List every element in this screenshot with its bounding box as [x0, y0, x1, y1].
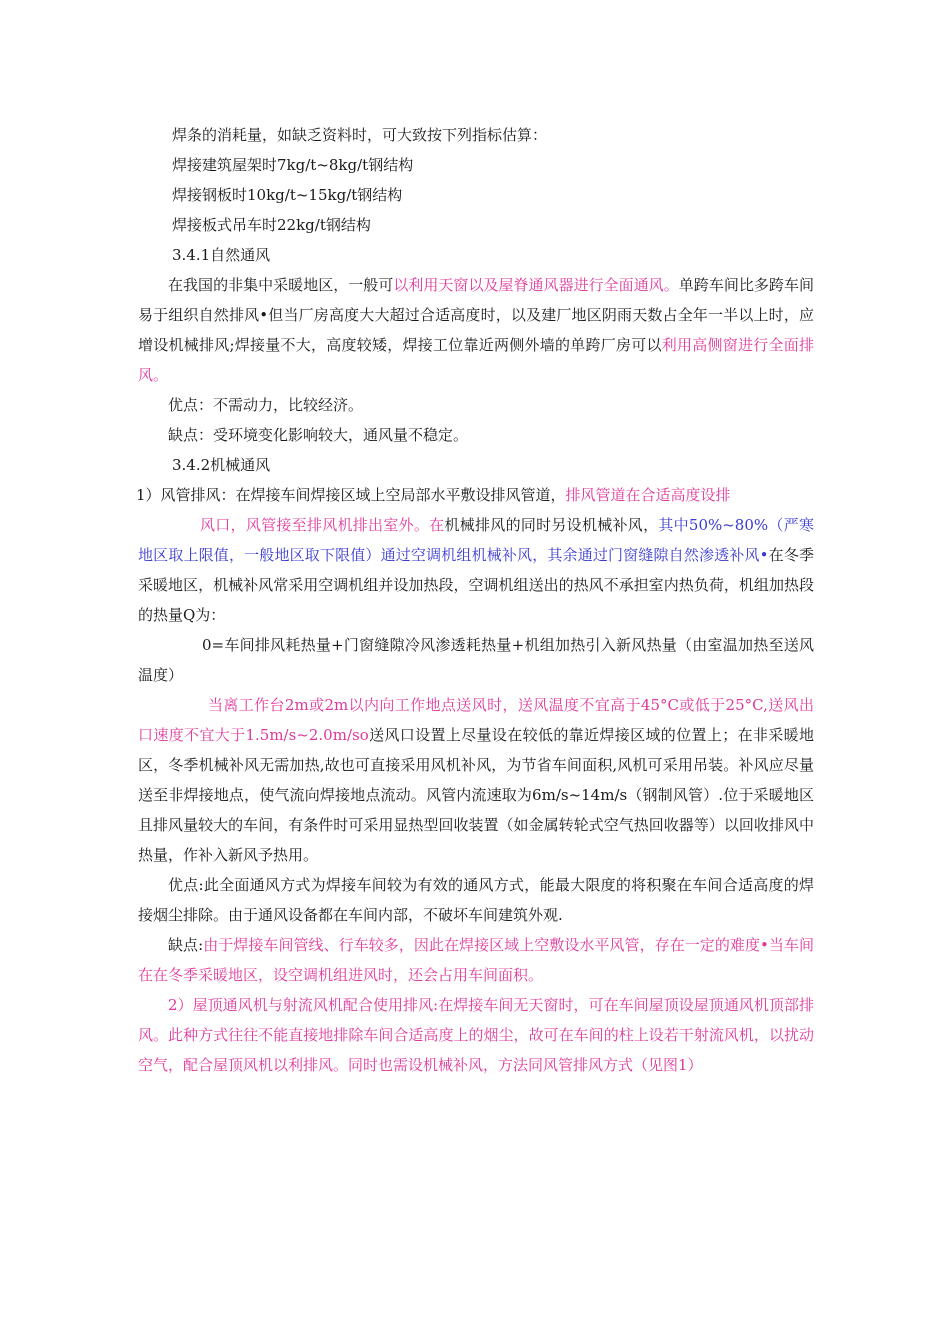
document-body: [138, 120, 814, 1080]
text-line: 焊接板式吊车时22kg/t钢结构: [172, 216, 371, 234]
text-run: 在冬季采暖地区，机械补风常采用空调机组并设加热段，空调机组送出的热风不承担室内热负荷，机组加热段的热量Q为：: [138, 546, 814, 624]
highlight-text: 在焊接车间无天窗时，可在车间屋顶设屋顶通风机顶部排风。此种方式往往不能直接地排除车间合适高度上的烟尘，故可在车间的柱上设若干射流风机，以扰动空气，配合屋顶风机以利排风。同时也需设机械补风，方法同风管排风方式（见图1）: [138, 996, 814, 1074]
section-heading: 3.4.1自然通风: [172, 246, 271, 264]
highlight-text-blue: 其中50%~80%（严寒地区取上限值，一般地区取下限值）通过空调机组机械补风，其余通过门窗缝隙自然渗透补风•: [138, 516, 814, 564]
text-run: 送风口设置上尽量设在较低的靠近焊接区域的位置上；在非采暖地区，冬季机械补风无需加热,故也可直接采用风机补风，为节省车间面积,风机可采用吊装。补风应尽量送至非焊接地点，使气流向焊接地点流动。风管内流速取为6m/s~14m/s（钢制风管）.位于采暖地区且排风量较大的车间，有条件时可采用显热型回收装置（如金属转轮式空气热回收器等）以回收排风中热量，作补入新风予热用。: [138, 726, 814, 864]
list-item: [136, 480, 814, 510]
advantage-line: 优点：不需动力，比较经济。: [168, 396, 364, 414]
highlight-text: 2）屋顶通风机与射流风机配合使用排风:: [168, 996, 439, 1014]
list-item-continued: [138, 510, 814, 630]
highlight-text: 当离工作台2m或2m以内向工作地点送风时，送风温度不宜高于45°C或低于25°C,送风出口速度不宜大于1.5m/s~2.0m/so: [138, 696, 814, 744]
formula-line: 0=车间排风耗热量+门窗缝隙冷风渗透耗热量+机组加热引入新风热量（由室温加热至送风温度）: [138, 636, 814, 684]
text-run: 1）风管排风：在焊接车间焊接区域上空局部水平敷设排风管道，: [136, 486, 566, 504]
highlight-text: 以利用天窗以及屋脊通风器进行全面通风。: [393, 276, 679, 294]
text-run: 单跨车间比多跨车间易于组织自然排风•但当厂房高度大大超过合适高度时，以及建厂地区阴雨天数占全年一半以上时，应增设机械排风;焊接量不大，高度较矮，焊接工位靠近两侧外墙的单跨厂房可以: [138, 276, 814, 354]
text-line: 焊条的消耗量，如缺乏资料时，可大致按下列指标估算：: [172, 126, 548, 144]
text-run: 机械排风的同时另设机械补风，: [444, 516, 659, 534]
highlight-text: 利用高侧窗进行全面排风。: [138, 336, 814, 384]
highlight-text: 由于焊接车间管线、行车较多，因此在焊接区域上空敷设水平风管，存在一定的难度•当车间在在冬季采暖地区，设空调机组进风时，还会占用车间面积。: [138, 936, 814, 984]
list-item: [138, 990, 814, 1080]
paragraph: [138, 270, 814, 390]
disadvantage-line: [138, 930, 814, 990]
highlight-text: 风口，风管接至排风机排出室外。在: [200, 516, 445, 534]
text-run: 在我国的非集中采暖地区，一般可: [168, 276, 394, 294]
text-line: 焊接建筑屋架时7kg/t~8kg/t钢结构: [172, 156, 414, 174]
highlight-text: 排风管道在合适高度设排: [565, 486, 731, 504]
disadvantage-line: 缺点：受环境变化影响较大，通风量不稳定。: [168, 426, 469, 444]
section-heading: 3.4.2机械通风: [172, 456, 271, 474]
text-run: 缺点:: [168, 936, 204, 954]
text-line: 焊接钢板时10kg/t~15kg/t钢结构: [172, 186, 403, 204]
paragraph: [138, 690, 814, 870]
advantage-line: 优点:此全面通风方式为焊接车间较为有效的通风方式，能最大限度的将积聚在车间合适高度的焊接烟尘排除。由于通风设备都在车间内部，不破坏车间建筑外观.: [138, 876, 814, 924]
